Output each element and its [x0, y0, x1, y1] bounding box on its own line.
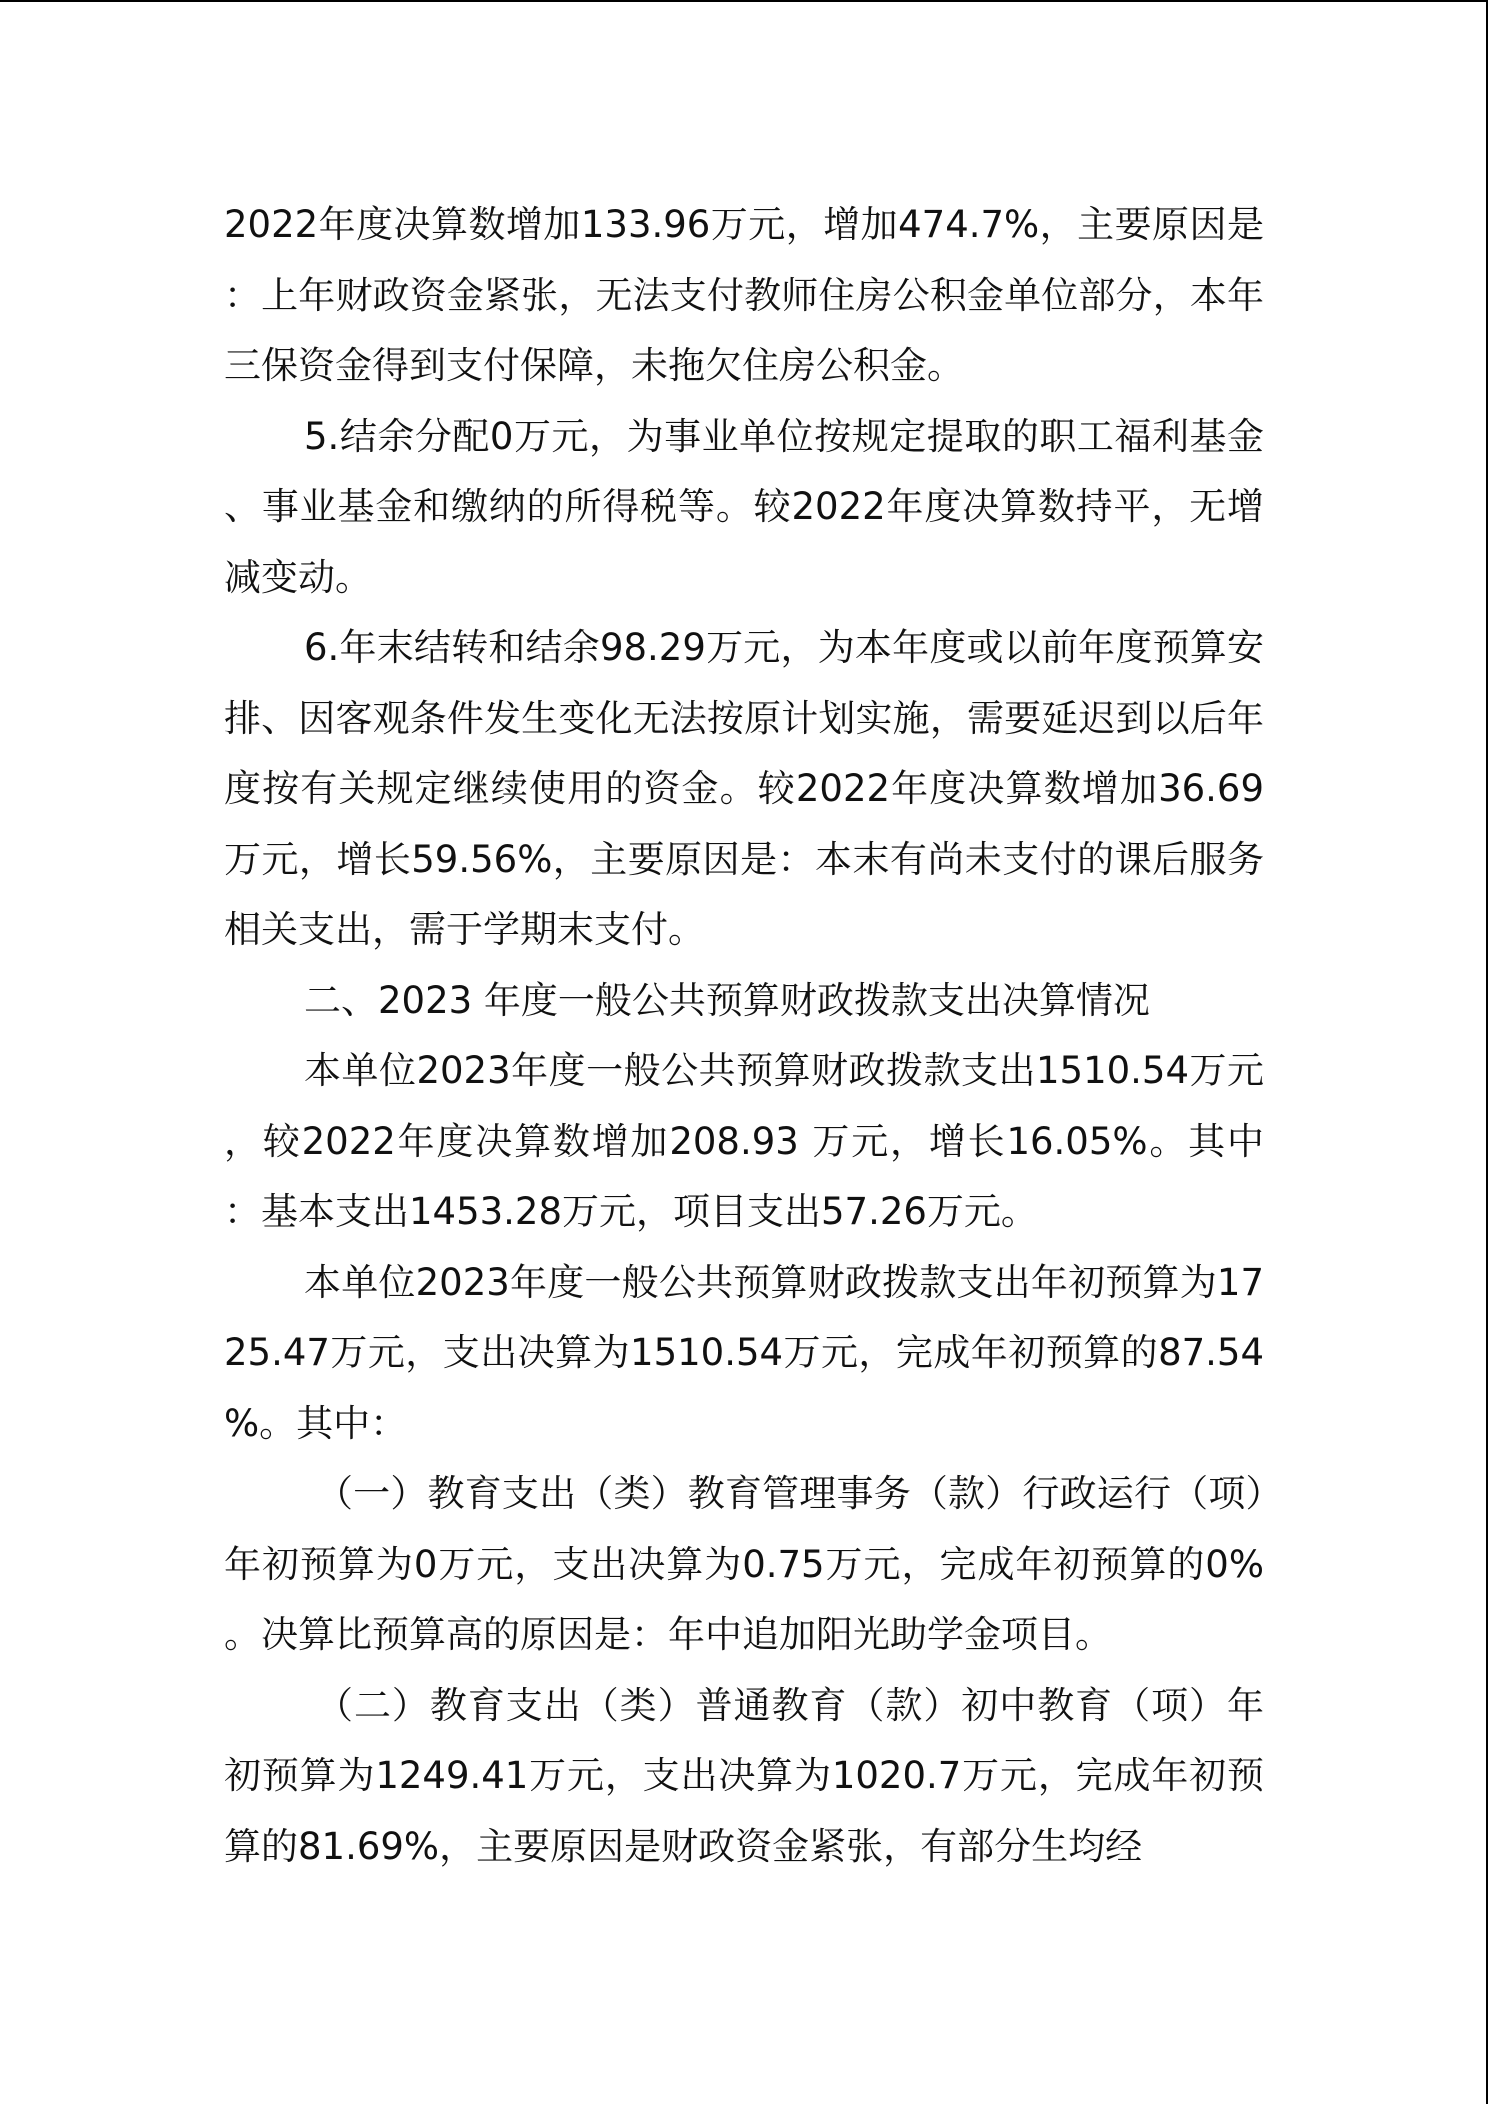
- paragraph-item-one: （一）教育支出（类）教育管理事务（款）行政运行（项）年初预算为0万元，支出决算为0.75万元，完成年初预算的0%。决算比预算高的原因是：年中追加阳光助学金项目。: [224, 1472, 1264, 1656]
- paragraph-item-two: （二）教育支出（类）普通教育（款）初中教育（项）年初预算为1249.41万元，支出决算为1020.7万元，完成年初预算的81.69%，主要原因是财政资金紧张，有部分生均经: [224, 1683, 1264, 1868]
- paragraph-continuation: 2022年度决算数增加133.96万元，增加474.7%，主要原因是：上年财政资金紧张，无法支付教师住房公积金单位部分，本年三保资金得到支付保障，未拖欠住房公积金。: [224, 203, 1264, 387]
- paragraph-budget-completion: 本单位2023年度一般公共预算财政拨款支出年初预算为1725.47万元，支出决算为1510.54万元，完成年初预算的87.54%。其中：: [224, 1260, 1264, 1445]
- document-body: [224, 190, 1264, 1882]
- section-heading: 二、2023 年度一般公共预算财政拨款支出决算情况: [304, 978, 1150, 1022]
- paragraph-expenditure-summary: 本单位2023年度一般公共预算财政拨款支出1510.54万元，较2022年度决算数增加208.93 万元，增长16.05%。其中：基本支出1453.28万元，项目支出57.26万元。: [224, 1049, 1264, 1233]
- paragraph-surplus-distribution: 5.结余分配0万元，为事业单位按规定提取的职工福利基金、事业基金和缴纳的所得税等。较2022年度决算数持平，无增减变动。: [224, 414, 1264, 599]
- paragraph-year-end-balance: 6.年末结转和结余98.29万元，为本年度或以前年度预算安排、因客观条件发生变化无法按原计划实施，需要延迟到以后年度按有关规定继续使用的资金。较2022年度决算数增加36.69万元，增长59.56%，主要原因是：本末有尚未支付的课后服务相关支出，需于学期末支付。: [224, 626, 1264, 951]
